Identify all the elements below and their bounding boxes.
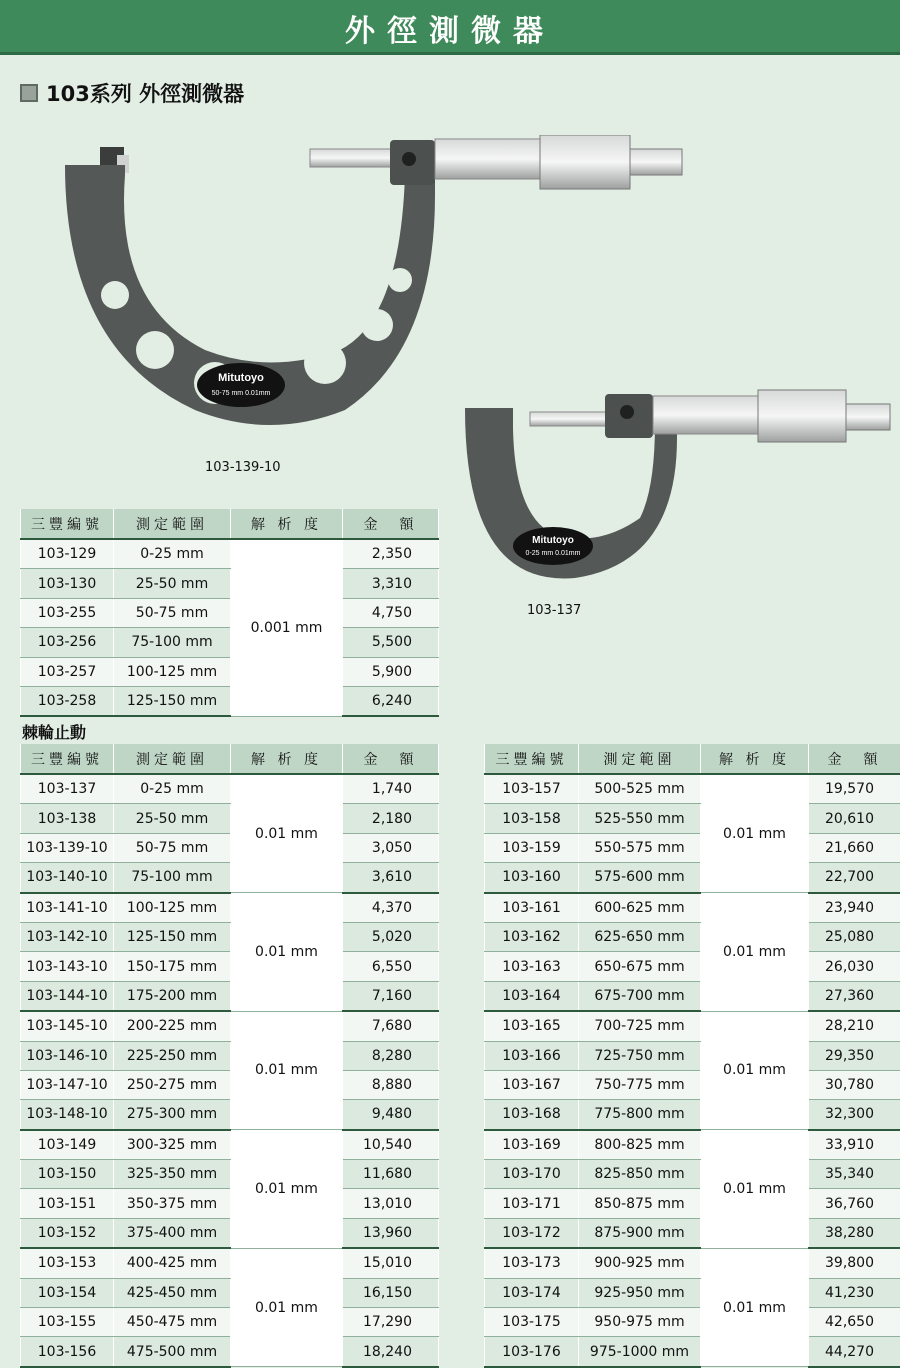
caption-small: 103-137 (527, 603, 581, 618)
table-row (485, 1189, 900, 1218)
code-cell: 103-258 (21, 686, 114, 716)
code-cell: 103-165 (485, 1011, 579, 1041)
resolution-cell: 0.01 mm (701, 774, 809, 893)
price-cell: 20,610 (809, 804, 900, 833)
price-cell: 29,350 (809, 1041, 900, 1070)
svg-text:50-75 mm 0.01mm (212, 390, 271, 397)
spec-table-ratchet-left (20, 744, 439, 1368)
price-cell: 6,550 (343, 952, 439, 981)
price-cell: 32,300 (809, 1100, 900, 1130)
table-row (21, 1308, 439, 1337)
code-cell: 103-157 (485, 774, 579, 804)
table-row (485, 1130, 900, 1160)
table-row (21, 804, 439, 833)
code-cell: 103-144-10 (21, 981, 114, 1011)
code-cell: 103-167 (485, 1070, 579, 1099)
range-cell: 275-300 mm (114, 1100, 231, 1130)
header-resolution: 解 析 度 (231, 744, 343, 774)
code-cell: 103-146-10 (21, 1041, 114, 1070)
price-cell: 23,940 (809, 893, 900, 923)
table-row (485, 1100, 900, 1130)
range-cell: 600-625 mm (579, 893, 701, 923)
table-header-row (21, 509, 439, 539)
header-code: 三豐編號 (485, 744, 579, 774)
large-logo-range-unit: mm (231, 390, 243, 397)
table-row (21, 1218, 439, 1248)
code-cell: 103-141-10 (21, 893, 114, 923)
table-row (21, 1189, 439, 1218)
header-resolution: 解 析 度 (231, 509, 343, 539)
price-cell: 22,700 (809, 863, 900, 893)
price-cell: 15,010 (343, 1248, 439, 1278)
range-cell: 700-725 mm (579, 1011, 701, 1041)
price-cell: 18,240 (343, 1337, 439, 1367)
range-cell: 75-100 mm (114, 628, 231, 657)
table-row (485, 863, 900, 893)
resolution-cell: 0.01 mm (231, 893, 343, 1012)
table-row (21, 893, 439, 923)
range-cell: 325-350 mm (114, 1160, 231, 1189)
price-cell: 17,290 (343, 1308, 439, 1337)
range-cell: 975-1000 mm (579, 1337, 701, 1367)
price-cell: 3,610 (343, 863, 439, 893)
table-row (21, 981, 439, 1011)
code-cell: 103-160 (485, 863, 579, 893)
price-cell: 8,280 (343, 1041, 439, 1070)
small-logo-range: 0-25 (526, 550, 540, 557)
table-row (485, 1160, 900, 1189)
code-cell: 103-139-10 (21, 833, 114, 862)
range-cell: 425-450 mm (114, 1278, 231, 1307)
price-cell: 44,270 (809, 1337, 900, 1367)
range-cell: 100-125 mm (114, 657, 231, 686)
price-cell: 35,340 (809, 1160, 900, 1189)
price-cell: 10,540 (343, 1130, 439, 1160)
table-row (485, 1041, 900, 1070)
header-range: 測定範圍 (114, 509, 231, 539)
table-row (21, 657, 439, 686)
price-cell: 39,800 (809, 1248, 900, 1278)
header-price: 金 額 (809, 744, 900, 774)
code-cell: 103-138 (21, 804, 114, 833)
svg-text:0-25 mm 0.01mm (526, 550, 581, 557)
code-cell: 103-166 (485, 1041, 579, 1070)
range-cell: 125-150 mm (114, 686, 231, 716)
table-row (21, 952, 439, 981)
table-row (21, 1248, 439, 1278)
code-cell: 103-169 (485, 1130, 579, 1160)
spec-table-ratchet-right (484, 744, 900, 1368)
range-cell: 850-875 mm (579, 1189, 701, 1218)
range-cell: 350-375 mm (114, 1189, 231, 1218)
code-cell: 103-163 (485, 952, 579, 981)
header-code: 三豐編號 (21, 744, 114, 774)
code-cell: 103-171 (485, 1189, 579, 1218)
price-cell: 38,280 (809, 1218, 900, 1248)
code-cell: 103-168 (485, 1100, 579, 1130)
header-price: 金 額 (343, 509, 439, 539)
range-cell: 300-325 mm (114, 1130, 231, 1160)
range-cell: 250-275 mm (114, 1070, 231, 1099)
table-row (21, 922, 439, 951)
table-row (21, 1337, 439, 1367)
code-cell: 103-176 (485, 1337, 579, 1367)
table-header-row (485, 744, 900, 774)
ratchet-subheading: 棘輪止動 (22, 720, 86, 743)
price-cell: 7,160 (343, 981, 439, 1011)
range-cell: 750-775 mm (579, 1070, 701, 1099)
code-cell: 103-156 (21, 1337, 114, 1367)
table-row (21, 1278, 439, 1307)
code-cell: 103-153 (21, 1248, 114, 1278)
range-cell: 875-900 mm (579, 1218, 701, 1248)
header-resolution: 解 析 度 (701, 744, 809, 774)
code-cell: 103-129 (21, 539, 114, 569)
square-bullet-icon (20, 84, 38, 102)
price-cell: 30,780 (809, 1070, 900, 1099)
resolution-cell: 0.01 mm (701, 1248, 809, 1367)
code-cell: 103-152 (21, 1218, 114, 1248)
table-row (485, 981, 900, 1011)
price-cell: 6,240 (343, 686, 439, 716)
price-cell: 36,760 (809, 1189, 900, 1218)
code-cell: 103-162 (485, 922, 579, 951)
header-range: 測定範圍 (114, 744, 231, 774)
table-row (485, 922, 900, 951)
large-logo-range: 50-75 (212, 390, 230, 397)
price-cell: 7,680 (343, 1011, 439, 1041)
price-cell: 5,020 (343, 922, 439, 951)
large-logo-resolution: 0.01mm (245, 390, 270, 397)
range-cell: 0-25 mm (114, 774, 231, 804)
range-cell: 575-600 mm (579, 863, 701, 893)
table-row (21, 628, 439, 657)
price-cell: 26,030 (809, 952, 900, 981)
price-cell: 5,500 (343, 628, 439, 657)
price-cell: 5,900 (343, 657, 439, 686)
large-logo-brand: Mitutoyo (218, 372, 264, 384)
code-cell: 103-175 (485, 1308, 579, 1337)
code-cell: 103-173 (485, 1248, 579, 1278)
section-heading (20, 80, 244, 106)
code-cell: 103-137 (21, 774, 114, 804)
code-cell: 103-140-10 (21, 863, 114, 893)
table-row (21, 569, 439, 598)
price-cell: 16,150 (343, 1278, 439, 1307)
title-banner (0, 0, 900, 55)
price-cell: 4,370 (343, 893, 439, 923)
section-title: 103系列 外徑測微器 (46, 78, 244, 108)
range-cell: 825-850 mm (579, 1160, 701, 1189)
header-code: 三豐編號 (21, 509, 114, 539)
resolution-cell: 0.01 mm (231, 1130, 343, 1249)
code-cell: 103-159 (485, 833, 579, 862)
code-cell: 103-170 (485, 1160, 579, 1189)
header-price: 金 額 (343, 744, 439, 774)
range-cell: 725-750 mm (579, 1041, 701, 1070)
table-row (21, 1160, 439, 1189)
range-cell: 0-25 mm (114, 539, 231, 569)
small-logo-range-unit: mm (542, 550, 554, 557)
table-row (485, 1308, 900, 1337)
table-row (485, 893, 900, 923)
code-cell: 103-154 (21, 1278, 114, 1307)
price-cell: 2,350 (343, 539, 439, 569)
price-cell: 13,010 (343, 1189, 439, 1218)
table-row (485, 833, 900, 862)
table-row (485, 952, 900, 981)
code-cell: 103-255 (21, 598, 114, 627)
resolution-cell: 0.01 mm (231, 774, 343, 893)
table-row (21, 1041, 439, 1070)
price-cell: 41,230 (809, 1278, 900, 1307)
table-row (485, 1337, 900, 1367)
range-cell: 500-525 mm (579, 774, 701, 804)
table-row (21, 1100, 439, 1130)
code-cell: 103-158 (485, 804, 579, 833)
table-row (485, 1011, 900, 1041)
page-title: 外徑測微器 (0, 6, 900, 50)
price-cell: 9,480 (343, 1100, 439, 1130)
range-cell: 625-650 mm (579, 922, 701, 951)
table-row (485, 774, 900, 804)
table-row (21, 774, 439, 804)
range-cell: 900-925 mm (579, 1248, 701, 1278)
code-cell: 103-130 (21, 569, 114, 598)
price-cell: 25,080 (809, 922, 900, 951)
range-cell: 775-800 mm (579, 1100, 701, 1130)
code-cell: 103-148-10 (21, 1100, 114, 1130)
table-row (21, 1130, 439, 1160)
code-cell: 103-164 (485, 981, 579, 1011)
code-cell: 103-172 (485, 1218, 579, 1248)
resolution-cell: 0.01 mm (701, 1011, 809, 1130)
range-cell: 75-100 mm (114, 863, 231, 893)
range-cell: 225-250 mm (114, 1041, 231, 1070)
code-cell: 103-150 (21, 1160, 114, 1189)
resolution-cell: 0.01 mm (701, 1130, 809, 1249)
resolution-cell: 0.01 mm (231, 1011, 343, 1130)
range-cell: 450-475 mm (114, 1308, 231, 1337)
code-cell: 103-256 (21, 628, 114, 657)
price-cell: 27,360 (809, 981, 900, 1011)
table-row (485, 1248, 900, 1278)
table-row (21, 686, 439, 716)
price-cell: 42,650 (809, 1308, 900, 1337)
header-range: 測定範圍 (579, 744, 701, 774)
range-cell: 400-425 mm (114, 1248, 231, 1278)
resolution-cell: 0.01 mm (701, 893, 809, 1012)
code-cell: 103-145-10 (21, 1011, 114, 1041)
code-cell: 103-161 (485, 893, 579, 923)
price-cell: 11,680 (343, 1160, 439, 1189)
range-cell: 25-50 mm (114, 569, 231, 598)
table-row (21, 863, 439, 893)
code-cell: 103-149 (21, 1130, 114, 1160)
resolution-cell: 0.01 mm (231, 1248, 343, 1367)
code-cell: 103-147-10 (21, 1070, 114, 1099)
table-row (21, 539, 439, 569)
range-cell: 550-575 mm (579, 833, 701, 862)
range-cell: 50-75 mm (114, 598, 231, 627)
table-row (485, 1218, 900, 1248)
code-cell: 103-174 (485, 1278, 579, 1307)
table-row (485, 1070, 900, 1099)
small-logo-brand: Mitutoyo (532, 535, 574, 546)
table-row (485, 1278, 900, 1307)
small-logo-resolution: 0.01mm (555, 550, 580, 557)
table-row (21, 833, 439, 862)
caption-large: 103-139-10 (205, 460, 281, 475)
range-cell: 375-400 mm (114, 1218, 231, 1248)
spec-table-0001 (20, 509, 439, 717)
code-cell: 103-142-10 (21, 922, 114, 951)
range-cell: 125-150 mm (114, 922, 231, 951)
price-cell: 21,660 (809, 833, 900, 862)
range-cell: 800-825 mm (579, 1130, 701, 1160)
range-cell: 675-700 mm (579, 981, 701, 1011)
range-cell: 25-50 mm (114, 804, 231, 833)
range-cell: 100-125 mm (114, 893, 231, 923)
range-cell: 475-500 mm (114, 1337, 231, 1367)
table-row (21, 598, 439, 627)
table-row (485, 804, 900, 833)
range-cell: 175-200 mm (114, 981, 231, 1011)
price-cell: 1,740 (343, 774, 439, 804)
range-cell: 50-75 mm (114, 833, 231, 862)
micrometer-small-image (455, 388, 895, 588)
range-cell: 950-975 mm (579, 1308, 701, 1337)
price-cell: 3,050 (343, 833, 439, 862)
price-cell: 19,570 (809, 774, 900, 804)
price-cell: 2,180 (343, 804, 439, 833)
table-row (21, 1011, 439, 1041)
table-header-row (21, 744, 439, 774)
price-cell: 33,910 (809, 1130, 900, 1160)
code-cell: 103-151 (21, 1189, 114, 1218)
price-cell: 28,210 (809, 1011, 900, 1041)
price-cell: 4,750 (343, 598, 439, 627)
code-cell: 103-257 (21, 657, 114, 686)
range-cell: 925-950 mm (579, 1278, 701, 1307)
range-cell: 525-550 mm (579, 804, 701, 833)
code-cell: 103-143-10 (21, 952, 114, 981)
price-cell: 3,310 (343, 569, 439, 598)
price-cell: 13,960 (343, 1218, 439, 1248)
code-cell: 103-155 (21, 1308, 114, 1337)
range-cell: 150-175 mm (114, 952, 231, 981)
resolution-cell: 0.001 mm (231, 539, 343, 716)
range-cell: 650-675 mm (579, 952, 701, 981)
table-row (21, 1070, 439, 1099)
range-cell: 200-225 mm (114, 1011, 231, 1041)
price-cell: 8,880 (343, 1070, 439, 1099)
